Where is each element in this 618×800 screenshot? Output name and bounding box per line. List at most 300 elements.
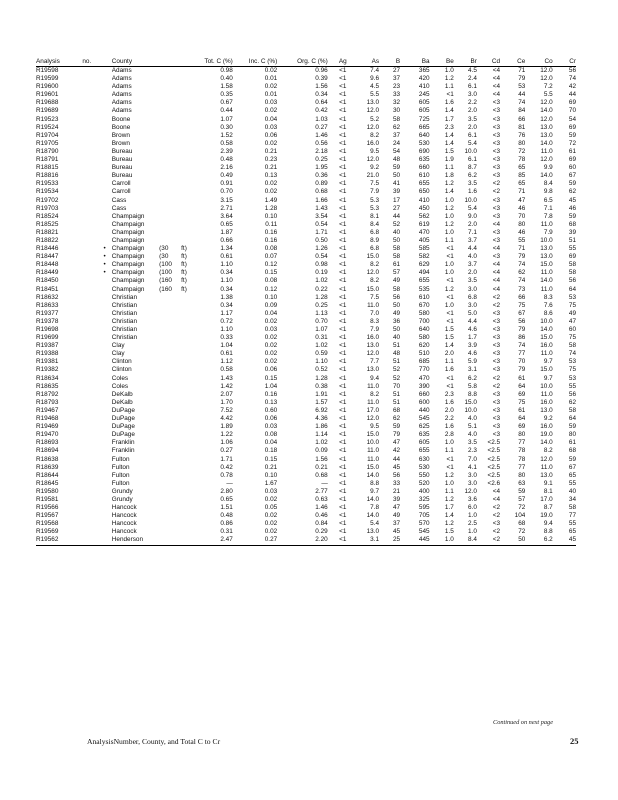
cell-as: 14.0 xyxy=(366,471,380,479)
cell-cr: 58 xyxy=(568,504,576,512)
cell-be: 1.4 xyxy=(444,139,454,147)
table-row xyxy=(36,431,576,439)
cell-b: 50 xyxy=(393,236,401,244)
cell-cr: 75 xyxy=(568,334,576,342)
cell-co: 17.0 xyxy=(540,495,553,503)
cell-marker xyxy=(82,148,111,156)
cell-inc-c: 0.04 xyxy=(264,309,278,317)
cell-county: Adams xyxy=(111,99,132,107)
cell-ba: 665 xyxy=(418,123,430,131)
cell-be: 1.0 xyxy=(444,67,454,74)
cell-county: DeKalb xyxy=(111,390,133,398)
cell-org-c: 1.91 xyxy=(315,390,328,398)
cell-depth xyxy=(159,431,179,439)
cell-marker xyxy=(82,423,111,431)
table-header-row xyxy=(36,57,576,67)
cell-be: 1.2 xyxy=(444,495,454,503)
cell-depth-unit xyxy=(179,472,196,480)
cell-as: 13.0 xyxy=(366,528,380,536)
cell-county: Franklin xyxy=(111,447,135,455)
cell-marker xyxy=(82,407,111,415)
cell-cd: <3 xyxy=(492,317,501,325)
cell-br: 3.5 xyxy=(468,115,477,123)
cell-as: 4.5 xyxy=(370,83,380,91)
cell-b: 50 xyxy=(393,326,401,333)
cell-as: 8.8 xyxy=(370,479,380,487)
cell-ba: 655 xyxy=(418,277,430,285)
cell-be: 1.6 xyxy=(444,366,454,374)
cell-county: Coles xyxy=(111,382,129,390)
cell-ce: 79 xyxy=(518,75,526,83)
cell-as: 5.2 xyxy=(370,115,380,123)
cell-marker xyxy=(82,286,111,294)
cell-b: 51 xyxy=(393,398,401,406)
cell-be: 2.3 xyxy=(444,123,454,131)
cell-tot-c: 1.06 xyxy=(220,439,233,447)
cell-depth xyxy=(159,520,179,528)
cell-br: 3.0 xyxy=(468,471,477,479)
col-header-as: As xyxy=(354,57,379,67)
cell-depth xyxy=(159,188,179,196)
cell-county: Bureau xyxy=(111,172,133,180)
cell-br: 3.1 xyxy=(468,366,477,374)
cell-co: 11.0 xyxy=(540,350,553,358)
cell-be: <1 xyxy=(446,382,454,390)
cell-tot-c: 0.35 xyxy=(220,91,233,99)
cell-org-c: 0.89 xyxy=(315,180,328,188)
cell-cd: <3 xyxy=(492,406,501,414)
cell-depth-unit xyxy=(179,197,196,205)
cell-be: <1 xyxy=(446,277,454,285)
cell-inc-c: 0.07 xyxy=(264,253,278,261)
cell-org-c: 0.25 xyxy=(315,301,328,309)
cell-as: 13.0 xyxy=(366,366,380,374)
table-row xyxy=(36,334,576,342)
cell-cd: <4 xyxy=(492,285,501,293)
cell-marker xyxy=(82,375,111,383)
cell-depth-unit: ft) xyxy=(181,245,187,253)
table-row xyxy=(36,197,576,205)
cell-be: 2.8 xyxy=(444,431,454,439)
cell-ce: 75 xyxy=(518,301,526,309)
cell-marker xyxy=(82,277,111,285)
cell-b: 37 xyxy=(393,75,401,83)
cell-co: 13.0 xyxy=(540,245,553,253)
cell-be: 1.0 xyxy=(444,439,454,447)
cell-depth-unit xyxy=(179,107,196,115)
cell-br: 4.6 xyxy=(468,350,477,358)
cell-co: 13.0 xyxy=(540,471,553,479)
cell-analysis: R19382 xyxy=(36,366,59,374)
cell-ce: 76 xyxy=(518,131,526,139)
cell-marker: • xyxy=(103,245,106,253)
cell-depth xyxy=(159,439,179,447)
cell-ag: <1 xyxy=(339,382,347,390)
cell-tot-c: 0.31 xyxy=(220,528,233,536)
cell-ag: <1 xyxy=(339,261,347,269)
cell-tot-c: 0.61 xyxy=(220,350,233,358)
cell-b: 47 xyxy=(393,504,401,512)
cell-br: 4.6 xyxy=(468,326,477,333)
cell-ce: 64 xyxy=(518,382,526,390)
cell-depth xyxy=(159,148,179,156)
col-header-b: B xyxy=(379,57,400,67)
page-number: 25 xyxy=(570,736,579,746)
cell-co: 7.8 xyxy=(543,212,553,220)
cell-marker xyxy=(82,197,111,205)
cell-cr: 61 xyxy=(568,439,576,447)
cell-b: 52 xyxy=(393,366,401,374)
cell-county: Bureau xyxy=(111,164,133,172)
table-row xyxy=(36,536,576,545)
cell-inc-c: 0.02 xyxy=(264,358,278,366)
cell-depth-unit xyxy=(179,536,196,545)
cell-marker xyxy=(82,391,111,399)
cell-cr: 58 xyxy=(568,261,576,269)
cell-marker xyxy=(82,116,111,124)
cell-br: 3.5 xyxy=(468,277,477,285)
cell-ce: 78 xyxy=(518,455,526,463)
cell-depth-unit xyxy=(179,67,196,76)
cell-cd: <3 xyxy=(492,228,501,236)
cell-b: 59 xyxy=(393,164,401,172)
cell-b: 51 xyxy=(393,358,401,366)
cell-cd: <3 xyxy=(492,164,501,172)
cell-ba: 570 xyxy=(418,520,430,528)
cell-county: Cass xyxy=(111,196,127,204)
cell-depth-unit xyxy=(179,464,196,472)
cell-ba: 325 xyxy=(418,495,430,503)
cell-cd: <2.6 xyxy=(487,479,501,487)
cell-ba: 550 xyxy=(418,471,430,479)
cell-depth xyxy=(159,488,179,496)
table-row xyxy=(36,156,576,164)
cell-depth-unit xyxy=(179,366,196,374)
cell-marker: • xyxy=(103,269,106,277)
cell-county: Hancock xyxy=(111,512,137,520)
cell-tot-c: 3.15 xyxy=(220,196,233,204)
cell-b: 39 xyxy=(393,495,401,503)
cell-ag: <1 xyxy=(339,91,347,99)
cell-tot-c: 1.04 xyxy=(220,342,233,350)
cell-ag: <1 xyxy=(339,180,347,188)
cell-depth-unit xyxy=(179,229,196,237)
cell-be: 2.2 xyxy=(444,415,454,423)
cell-analysis: R18451 xyxy=(36,285,59,293)
cell-analysis: R19688 xyxy=(36,99,59,107)
cell-b: 32 xyxy=(393,99,401,107)
cell-org-c: 3.54 xyxy=(315,212,328,220)
cell-ba: 530 xyxy=(418,139,430,147)
cell-org-c: 1.26 xyxy=(315,245,328,253)
cell-br: 6.8 xyxy=(468,293,477,301)
cell-ce: 65 xyxy=(518,164,526,172)
cell-ag: <1 xyxy=(339,67,347,74)
cell-as: 15.0 xyxy=(366,285,380,293)
cell-depth-unit xyxy=(179,488,196,496)
cell-tot-c: 0.72 xyxy=(220,317,233,325)
cell-depth xyxy=(159,213,179,221)
cell-co: 13.0 xyxy=(540,131,553,139)
cell-ce: 78 xyxy=(518,156,526,164)
cell-depth-unit xyxy=(179,528,196,536)
cell-ag: <1 xyxy=(339,390,347,398)
cell-b: 23 xyxy=(393,83,401,91)
cell-ag: <1 xyxy=(339,107,347,115)
cell-depth-unit xyxy=(179,213,196,221)
cell-br: 3.0 xyxy=(468,91,477,99)
cell-be: 1.0 xyxy=(444,479,454,487)
cell-be: <1 xyxy=(446,374,454,382)
cell-marker xyxy=(82,536,111,545)
cell-ag: <1 xyxy=(339,188,347,196)
cell-co: 9.8 xyxy=(543,188,553,196)
cell-inc-c: 0.12 xyxy=(264,285,278,293)
cell-ba: 510 xyxy=(418,350,430,358)
cell-b: 44 xyxy=(393,212,401,220)
cell-depth-unit xyxy=(179,188,196,196)
cell-ag: <1 xyxy=(339,334,347,342)
cell-be: 1.6 xyxy=(444,423,454,431)
cell-org-c: 0.22 xyxy=(315,285,328,293)
table-row xyxy=(36,456,576,464)
cell-ag: <1 xyxy=(339,228,347,236)
cell-ce: 64 xyxy=(518,415,526,423)
cell-depth-unit: ft) xyxy=(181,285,187,293)
cell-ce: 69 xyxy=(518,423,526,431)
cell-county: DuPage xyxy=(111,431,135,439)
cell-ce: 46 xyxy=(518,204,526,212)
cell-co: 11.0 xyxy=(540,269,553,277)
cell-br: 8.8 xyxy=(468,390,477,398)
cell-as: 15.0 xyxy=(366,431,380,439)
table-row xyxy=(36,294,576,302)
cell-br: 3.0 xyxy=(468,285,477,293)
cell-as: 11.0 xyxy=(367,301,380,309)
cell-cr: 56 xyxy=(568,390,576,398)
cell-ce: 78 xyxy=(518,447,526,455)
cell-depth xyxy=(159,140,179,148)
cell-county: Champaign xyxy=(111,220,145,228)
cell-ba: 365 xyxy=(418,67,430,74)
cell-org-c: 0.36 xyxy=(315,172,328,180)
cell-org-c: 1.66 xyxy=(315,196,328,204)
cell-org-c: 0.52 xyxy=(315,366,328,374)
cell-cr: 55 xyxy=(568,245,576,253)
cell-be: 1.6 xyxy=(444,99,454,107)
cell-analysis: R18525 xyxy=(36,220,59,228)
cell-ag: <1 xyxy=(339,504,347,512)
cell-br: 5.1 xyxy=(468,423,477,431)
cell-co: 16.0 xyxy=(540,423,553,431)
cell-as: 6.8 xyxy=(370,245,380,253)
cell-b: 62 xyxy=(393,123,401,131)
cell-co: 10.0 xyxy=(540,317,553,325)
cell-as: 8.3 xyxy=(370,317,380,325)
cell-depth-unit xyxy=(179,318,196,326)
cell-cd: <2 xyxy=(492,374,501,382)
cell-marker xyxy=(82,342,111,350)
cell-cd: <2 xyxy=(492,528,501,536)
cell-analysis: R19699 xyxy=(36,334,59,342)
table-row xyxy=(36,277,576,285)
cell-depth-unit xyxy=(179,164,196,172)
cell-as: 16.0 xyxy=(366,334,380,342)
cell-cd: <3 xyxy=(492,253,501,261)
cell-cd: <4 xyxy=(492,269,501,277)
cell-marker xyxy=(82,318,111,326)
cell-as: 13.0 xyxy=(366,342,380,350)
cell-cr: 69 xyxy=(568,253,576,261)
table-row xyxy=(36,358,576,366)
cell-ag: <1 xyxy=(339,277,347,285)
cell-ce: 72 xyxy=(518,504,526,512)
cell-br: 7.1 xyxy=(468,228,477,236)
cell-br: 2.0 xyxy=(468,123,477,131)
cell-analysis: R18633 xyxy=(36,301,59,309)
cell-cr: 45 xyxy=(568,196,576,204)
cell-county: Adams xyxy=(111,83,132,91)
cell-as: 7.4 xyxy=(370,67,380,74)
cell-br: 8.7 xyxy=(468,164,477,172)
cell-county: Bureau xyxy=(111,147,133,155)
cell-ce: 74 xyxy=(518,261,526,269)
cell-ba: 620 xyxy=(418,342,430,350)
cell-be: 1.4 xyxy=(444,107,454,115)
cell-depth xyxy=(159,318,179,326)
cell-inc-c: 0.06 xyxy=(264,131,278,139)
cell-be: 1.5 xyxy=(444,528,454,536)
cell-ce: 44 xyxy=(518,91,526,99)
cell-inc-c: 0.01 xyxy=(264,75,278,83)
cell-tot-c: 1.89 xyxy=(220,423,233,431)
cell-br: 7.0 xyxy=(468,455,477,463)
cell-analysis: R19523 xyxy=(36,115,59,123)
cell-inc-c: 1.67 xyxy=(264,479,278,487)
cell-inc-c: 0.08 xyxy=(264,431,278,439)
cell-inc-c: 0.03 xyxy=(264,123,278,131)
cell-as: 12.0 xyxy=(366,156,380,164)
cell-marker xyxy=(82,528,111,536)
cell-co: 9.2 xyxy=(543,415,553,423)
cell-depth xyxy=(159,294,179,302)
cell-be: 1.9 xyxy=(444,156,454,164)
cell-tot-c: 0.91 xyxy=(220,180,233,188)
cell-depth-unit xyxy=(179,83,196,91)
cell-co: 15.0 xyxy=(540,334,553,342)
cell-inc-c: 0.16 xyxy=(264,390,278,398)
cell-ce: 80 xyxy=(518,220,526,228)
cell-tot-c: 1.70 xyxy=(220,398,233,406)
cell-b: 49 xyxy=(393,512,401,520)
cell-county: Champaign xyxy=(111,277,145,285)
cell-inc-c: 0.09 xyxy=(264,301,278,309)
cell-marker xyxy=(82,415,111,423)
cell-org-c: 1.13 xyxy=(315,309,328,317)
cell-org-c: 0.42 xyxy=(315,107,328,115)
cell-be: 1.1 xyxy=(444,236,454,244)
cell-co: 13.0 xyxy=(540,406,553,414)
cell-co: 14.0 xyxy=(540,107,553,115)
cell-as: 7.9 xyxy=(370,188,380,196)
cell-co: 11.0 xyxy=(540,463,553,471)
cell-cd: <4 xyxy=(492,261,501,269)
cell-analysis: R18790 xyxy=(36,147,59,155)
cell-ce: 50 xyxy=(500,536,525,545)
cell-org-c: 2.18 xyxy=(315,147,328,155)
table-row xyxy=(36,496,576,504)
cell-co: 19.0 xyxy=(540,512,553,520)
cell-be: 1.2 xyxy=(444,180,454,188)
cell-as: 8.2 xyxy=(370,131,380,139)
cell-co: 7.9 xyxy=(543,228,553,236)
cell-tot-c: 0.70 xyxy=(220,188,233,196)
cell-marker xyxy=(82,213,111,221)
table-row xyxy=(36,269,576,277)
cell-county: Champaign xyxy=(111,228,145,236)
cell-b: 21 xyxy=(393,487,401,495)
cell-co: 7.1 xyxy=(543,204,553,212)
cell-ag: <1 xyxy=(339,350,347,358)
col-header-cr: Cr xyxy=(553,57,576,67)
cell-b: 61 xyxy=(393,261,401,269)
cell-br: 3.9 xyxy=(468,342,477,350)
cell-cr: 62 xyxy=(568,398,576,406)
cell-marker xyxy=(82,358,111,366)
cell-br: 3.0 xyxy=(468,479,477,487)
cell-be: 1.1 xyxy=(444,83,454,91)
table-row xyxy=(36,488,576,496)
col-header-analysis: Analysis xyxy=(36,57,82,67)
cell-br: 4.1 xyxy=(468,463,477,471)
cell-b: 37 xyxy=(393,131,401,139)
cell-inc-c: 0.02 xyxy=(264,139,278,147)
cell-county: Champaign xyxy=(111,236,145,244)
table-row xyxy=(36,124,576,132)
cell-b: 51 xyxy=(393,390,401,398)
cell-b: 47 xyxy=(393,439,401,447)
cell-tot-c: 0.30 xyxy=(220,123,233,131)
cell-org-c: 0.19 xyxy=(315,269,328,277)
cell-cr: 56 xyxy=(568,67,576,74)
cell-inc-c: 0.13 xyxy=(264,172,278,180)
cell-tot-c: 0.65 xyxy=(220,495,233,503)
cell-co: 8.2 xyxy=(543,447,553,455)
cell-ce: 46 xyxy=(518,228,526,236)
cell-depth-unit xyxy=(179,496,196,504)
cell-ag: <1 xyxy=(339,423,347,431)
cell-depth xyxy=(159,197,179,205)
cell-org-c: 0.27 xyxy=(315,123,328,131)
cell-org-c: 0.63 xyxy=(315,495,328,503)
cell-as: 9.5 xyxy=(370,147,380,155)
cell-org-c: 6.92 xyxy=(315,406,328,414)
cell-ag: <1 xyxy=(339,115,347,123)
cell-b: 44 xyxy=(393,455,401,463)
cell-tot-c: 1.10 xyxy=(220,277,233,285)
table-row xyxy=(36,172,576,180)
table-row xyxy=(36,91,576,99)
cell-analysis: R19601 xyxy=(36,91,59,99)
cell-analysis: R18632 xyxy=(36,293,59,301)
cell-cr: 39 xyxy=(568,228,576,236)
cell-b: 58 xyxy=(393,115,401,123)
cell-cd: <3 xyxy=(492,156,501,164)
cell-analysis: R19387 xyxy=(36,342,59,350)
cell-inc-c: 0.01 xyxy=(264,91,278,99)
cell-analysis: R18446 xyxy=(36,245,59,253)
cell-cr: 61 xyxy=(568,147,576,155)
